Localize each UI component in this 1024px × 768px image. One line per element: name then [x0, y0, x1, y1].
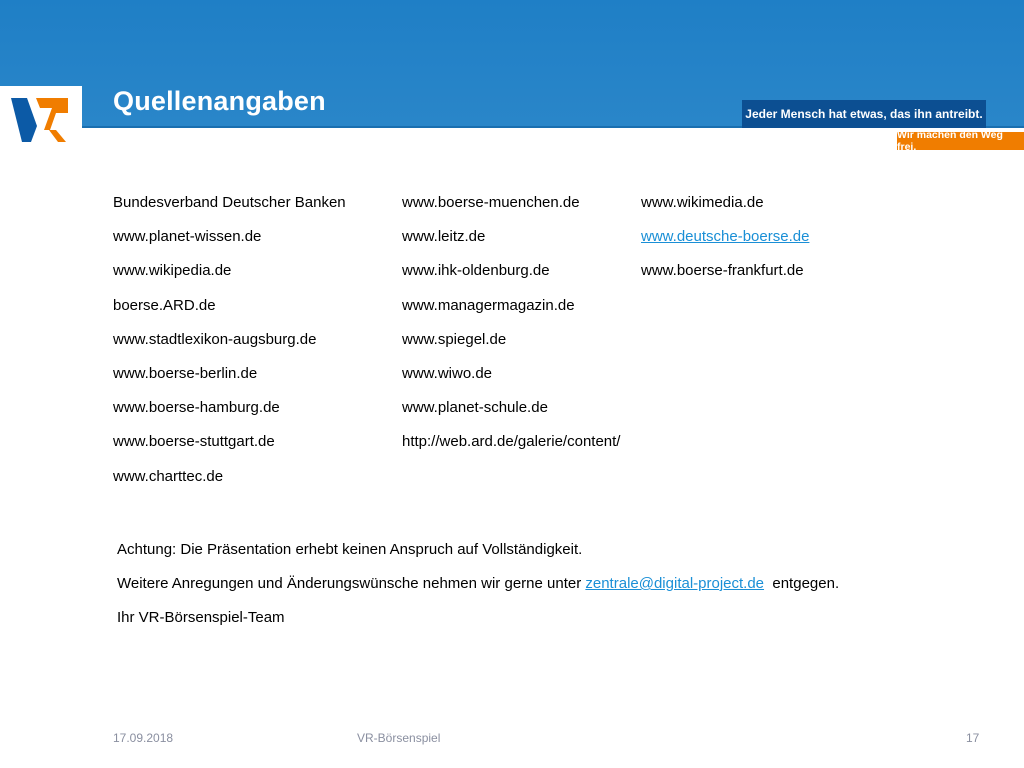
signature-text: Ihr VR-Börsenspiel-Team: [117, 609, 285, 626]
disclaimer-text: Achtung: Die Präsentation erhebt keinen Anspruch auf Vollständigkeit.: [117, 541, 583, 558]
source-item-link: [641, 227, 809, 261]
source-item: http://web.ard.de/galerie/content/: [402, 433, 621, 451]
source-item: www.boerse-berlin.de: [113, 364, 258, 382]
source-item: www.boerse-muenchen.de: [402, 194, 580, 211]
footer-title: VR-Börsenspiel: [357, 731, 441, 745]
source-item: www.charttec.de: [113, 467, 224, 485]
sources-column-1: [113, 193, 346, 501]
footer-date: 17.09.2018: [113, 731, 174, 745]
slogan-banner: Jeder Mensch hat etwas, das ihn antreibt.: [742, 100, 986, 128]
contact-email-link[interactable]: zentrale@digital-project.de: [585, 575, 765, 592]
suggestions-text: [117, 574, 839, 594]
slogan-tagline: Wir machen den Weg frei.: [897, 132, 1024, 150]
source-item: Bundesverband Deutscher Banken: [113, 194, 346, 211]
source-item: www.boerse-hamburg.de: [113, 399, 280, 417]
deutsche-boerse-link[interactable]: www.deutsche-boerse.de: [641, 228, 810, 246]
source-item: www.wiwo.de: [402, 364, 493, 382]
suggestions-suffix: entgegen.: [772, 575, 840, 592]
sources-column-2: [402, 193, 620, 467]
footer-page-number: 17: [966, 731, 980, 745]
source-item: www.wikipedia.de: [113, 262, 232, 280]
source-item: www.leitz.de: [402, 228, 486, 246]
sources-column-3: [641, 193, 809, 296]
source-item: www.boerse-stuttgart.de: [113, 433, 275, 451]
source-item: www.managermagazin.de: [402, 296, 575, 314]
source-item: www.boerse-frankfurt.de: [641, 262, 804, 280]
page-title: Quellenangaben: [113, 86, 326, 116]
source-item: www.planet-wissen.de: [113, 228, 262, 246]
source-item: www.planet-schule.de: [402, 399, 548, 417]
notes-section: [117, 540, 839, 642]
volksbank-vr-logo-icon: [0, 86, 82, 144]
source-item: www.spiegel.de: [402, 330, 507, 348]
source-item: www.stadtlexikon-augsburg.de: [113, 330, 317, 348]
source-item: www.wikimedia.de: [641, 194, 764, 211]
source-item: boerse.ARD.de: [113, 296, 216, 314]
source-item: www.ihk-oldenburg.de: [402, 262, 550, 280]
suggestions-prefix: Weitere Anregungen und Änderungswünsche nehmen wir gerne unter: [117, 575, 582, 592]
